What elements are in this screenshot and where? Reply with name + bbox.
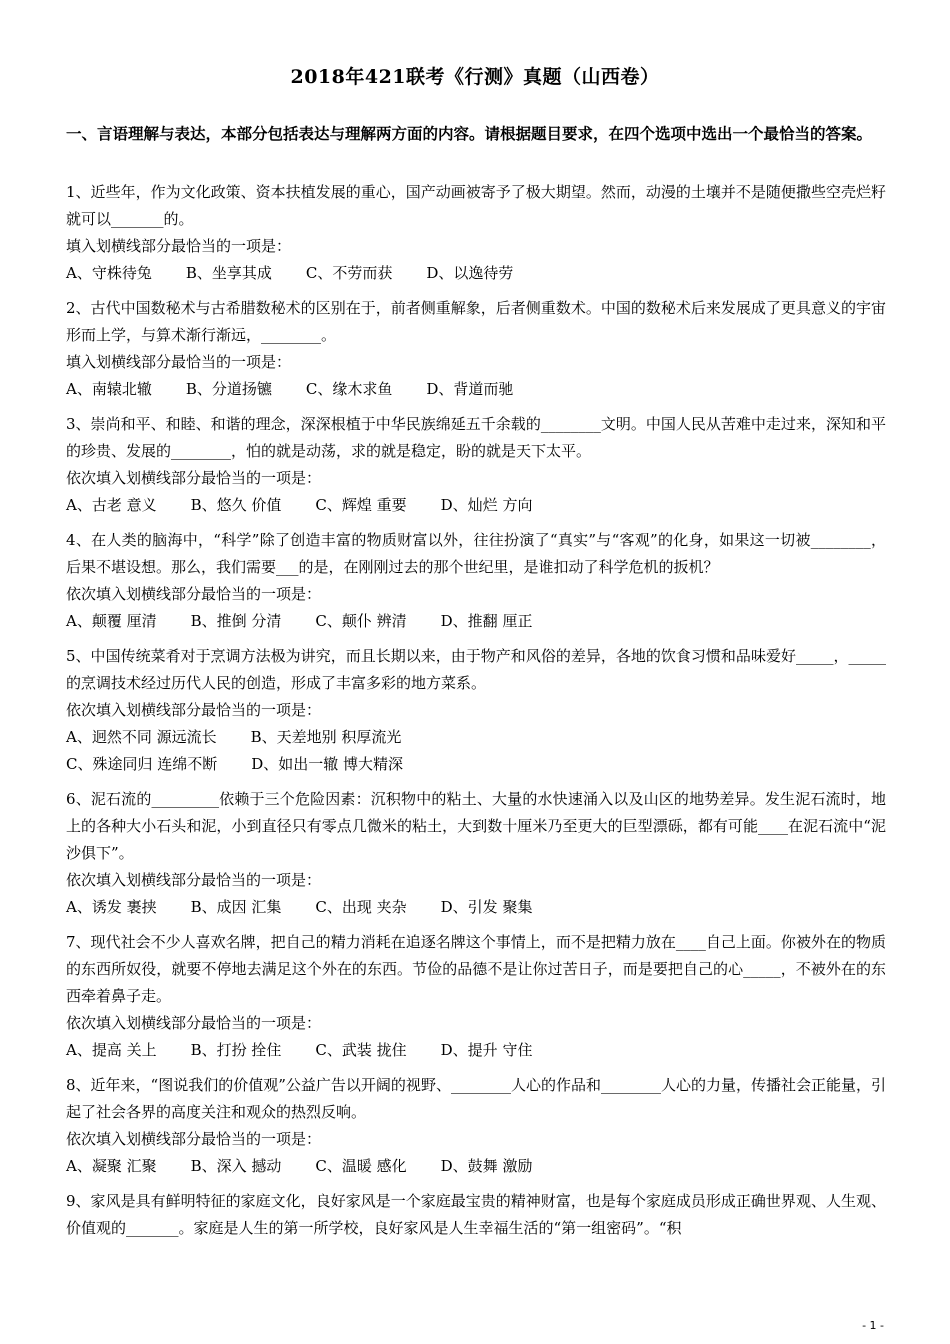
option-c: C、出现 夹杂 [315, 898, 407, 916]
option-b: B、成因 汇集 [190, 898, 282, 916]
option-c: C、缘木求鱼 [305, 380, 393, 398]
question-4 [66, 527, 886, 635]
question-stem: 7、现代社会不少人喜欢名牌，把自己的精力消耗在追逐名牌这个事情上，而不是把精力放在____自己上面。你被外在的物质的东西所奴役，就要不停地去满足这个外在的东西。节俭的品德不是让你过苦日子，而是要把自己的心_____，不被外在的东西牵着鼻子走。 [66, 933, 886, 1005]
question-3 [66, 411, 886, 519]
question-6 [66, 786, 886, 921]
option-c: C、颠仆 辨清 [315, 612, 407, 630]
option-d: D、背道而驰 [426, 380, 514, 398]
option-a: A、迥然不同 源远流长 [66, 728, 217, 746]
option-row [66, 608, 886, 635]
question-1 [66, 179, 886, 287]
option-a: A、诱发 裹挟 [66, 898, 157, 916]
option-d: D、引发 聚集 [440, 898, 533, 916]
option-b: B、推倒 分清 [190, 612, 282, 630]
option-row [66, 894, 886, 921]
option-a: A、提高 关上 [66, 1041, 157, 1059]
question-8 [66, 1072, 886, 1180]
question-list [66, 179, 886, 1250]
option-c: C、殊途同归 连绵不断 [66, 755, 218, 773]
question-prompt: 填入划横线部分最恰当的一项是： [66, 353, 292, 371]
option-row [66, 492, 886, 519]
option-b: B、天差地别 积厚流光 [250, 728, 402, 746]
option-a: A、古老 意义 [66, 496, 157, 514]
option-row [66, 376, 886, 403]
question-5 [66, 643, 886, 778]
question-prompt: 依次填入划横线部分最恰当的一项是： [66, 1014, 322, 1032]
question-stem: 2、古代中国数秘术与古希腊数秘术的区别在于，前者侧重解象，后者侧重数术。中国的数秘术后来发展成了更具意义的宇宙形而上学，与算术渐行渐远，________。 [66, 299, 886, 344]
option-d: D、提升 守住 [440, 1041, 533, 1059]
option-row [66, 751, 886, 778]
option-d: D、以逸待劳 [426, 264, 514, 282]
question-stem: 6、泥石流的_________依赖于三个危险因素：沉积物中的粘土、大量的水快速涌入以及山区的地势差异。发生泥石流时，地上的各种大小石头和泥，小到直径只有零点几微米的粘土，大到数十厘米乃至更大的巨型漂砾，都有可能____在泥石流中“泥沙俱下”。 [66, 790, 886, 862]
question-9 [66, 1188, 886, 1242]
question-prompt: 依次填入划横线部分最恰当的一项是： [66, 1130, 322, 1148]
option-b: B、分道扬镳 [185, 380, 272, 398]
option-row [66, 724, 886, 751]
question-stem: 8、近年来，“图说我们的价值观”公益广告以开阔的视野、________人心的作品和________人心的力量，传播社会正能量，引起了社会各界的高度关注和观众的热烈反响。 [66, 1076, 886, 1121]
question-stem: 5、中国传统菜肴对于烹调方法极为讲究，而且长期以来，由于物产和风俗的差异，各地的饮食习惯和品味爱好_____，_____的烹调技术经过历代人民的创造，形成了丰富多彩的地方菜系。 [66, 647, 886, 692]
question-stem: 4、在人类的脑海中，“科学”除了创造丰富的物质财富以外，往往扮演了“真实”与“客观”的化身，如果这一切被________，后果不堪设想。那么，我们需要___的是，在刚刚过去的那个世纪里，是谁扣动了科学危机的扳机？ [66, 531, 886, 576]
section-heading: 一、言语理解与表达，本部分包括表达与理解两方面的内容。请根据题目要求，在四个选项中选出一个最恰当的答案。 [66, 124, 873, 143]
question-prompt: 依次填入划横线部分最恰当的一项是： [66, 469, 322, 487]
question-prompt: 填入划横线部分最恰当的一项是： [66, 237, 292, 255]
page-number: - 1 - [862, 1319, 884, 1332]
option-d: D、如出一辙 博大精深 [251, 755, 404, 773]
option-a: A、守株待兔 [66, 264, 152, 282]
option-a: A、南辕北辙 [66, 380, 152, 398]
question-prompt: 依次填入划横线部分最恰当的一项是： [66, 871, 322, 889]
option-row [66, 1153, 886, 1180]
question-stem: 9、家风是具有鲜明特征的家庭文化，良好家风是一个家庭最宝贵的精神财富，也是每个家庭成员形成正确世界观、人生观、价值观的_______。家庭是人生的第一所学校，良好家风是人生幸福生活的“第一组密码”。“积 [66, 1192, 886, 1237]
question-prompt: 依次填入划横线部分最恰当的一项是： [66, 585, 322, 603]
question-stem: 3、崇尚和平、和睦、和谐的理念，深深根植于中华民族绵延五千余载的________文明。中国人民从苦难中走过来，深知和平的珍贵、发展的________，怕的就是动荡，求的就是稳定，盼的就是天下太平。 [66, 415, 886, 460]
option-d: D、推翻 厘正 [440, 612, 533, 630]
question-7 [66, 929, 886, 1064]
option-c: C、辉煌 重要 [315, 496, 407, 514]
option-b: B、坐享其成 [185, 264, 272, 282]
option-a: A、颠覆 厘清 [66, 612, 157, 630]
page-title: 2018年421联考《行测》真题（山西卷） [290, 66, 660, 88]
question-stem: 1、近些年，作为文化政策、资本扶植发展的重心，国产动画被寄予了极大期望。然而，动漫的土壤并不是随便撒些空壳烂籽就可以_______的。 [66, 183, 886, 228]
option-c: C、武装 拢住 [315, 1041, 407, 1059]
option-a: A、凝聚 汇聚 [66, 1157, 157, 1175]
option-d: D、灿烂 方向 [440, 496, 533, 514]
option-d: D、鼓舞 激励 [440, 1157, 533, 1175]
option-b: B、深入 撼动 [190, 1157, 282, 1175]
option-c: C、不劳而获 [305, 264, 393, 282]
option-b: B、打扮 拴住 [190, 1041, 282, 1059]
option-b: B、悠久 价值 [190, 496, 282, 514]
question-prompt: 依次填入划横线部分最恰当的一项是： [66, 701, 322, 719]
option-row [66, 260, 886, 287]
question-2 [66, 295, 886, 403]
option-row [66, 1037, 886, 1064]
option-c: C、温暖 感化 [315, 1157, 407, 1175]
